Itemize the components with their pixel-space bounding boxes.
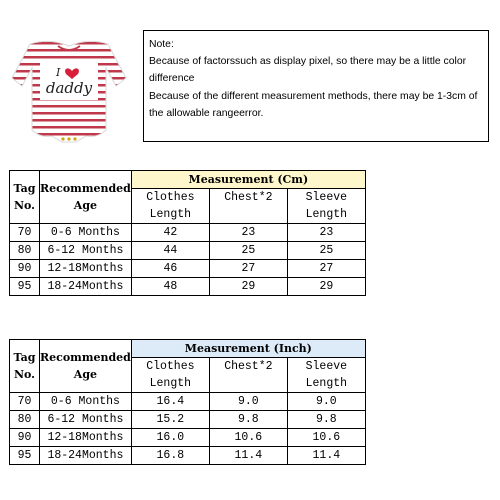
cell-tag: 80 [10,411,40,429]
cell-tag: 80 [10,242,40,260]
header-clothes-length: Clothes Length [131,358,209,393]
note-box [143,30,489,142]
cell-length: 16.4 [131,393,209,411]
cell-sleeve: 23 [287,224,365,242]
header-measurement-cm: Measurement (Cm) [131,171,365,189]
cell-sleeve: 9.0 [287,393,365,411]
table-row [10,224,366,242]
header-measurement-inch: Measurement (Inch) [131,340,365,358]
cell-sleeve: 27 [287,260,365,278]
header-sleeve-length: Sleeve Length [287,358,365,393]
cell-length: 44 [131,242,209,260]
cell-length: 16.8 [131,447,209,465]
cell-age: 12-18Months [40,429,132,447]
header-sleeve-length: Sleeve Length [287,189,365,224]
cell-sleeve: 10.6 [287,429,365,447]
cell-sleeve: 25 [287,242,365,260]
cell-sleeve: 29 [287,278,365,296]
note-measure-line: Because of the different measurement methods, there may be 1-3cm of the allowable rangeerror. [149,90,478,119]
header-chest: Chest*2 [209,189,287,224]
table-row [10,260,366,278]
cell-chest: 9.0 [209,393,287,411]
cell-age: 0-6 Months [40,393,132,411]
cell-age: 18-24Months [40,278,132,296]
table-row [10,447,366,465]
header-chest: Chest*2 [209,358,287,393]
table-row [10,429,366,447]
header-tag: Tag No. [10,340,40,393]
cell-length: 16.0 [131,429,209,447]
cell-length: 42 [131,224,209,242]
cell-age: 6-12 Months [40,242,132,260]
cell-age: 12-18Months [40,260,132,278]
note-color-line: Because of factorssuch as display pixel, so there may be a little color difference [149,56,467,85]
cell-tag: 95 [10,278,40,296]
size-table-cm [9,170,366,296]
cell-sleeve: 9.8 [287,411,365,429]
cell-age: 6-12 Months [40,411,132,429]
cell-chest: 29 [209,278,287,296]
header-age: Recommended Age [40,340,132,393]
onesie-text: daddy [45,79,93,97]
cell-sleeve: 11.4 [287,447,365,465]
cell-chest: 11.4 [209,447,287,465]
table-row [10,411,366,429]
onesie-image [10,38,128,144]
header-age: Recommended Age [40,171,132,224]
size-table-inch [9,339,366,465]
table-row [10,278,366,296]
cell-chest: 23 [209,224,287,242]
cell-age: 18-24Months [40,447,132,465]
table-row [10,242,366,260]
cell-chest: 9.8 [209,411,287,429]
cell-chest: 25 [209,242,287,260]
onesie-i-letter: I [56,66,61,79]
cell-age: 0-6 Months [40,224,132,242]
cell-tag: 90 [10,260,40,278]
table-row [10,393,366,411]
cell-chest: 10.6 [209,429,287,447]
cell-tag: 70 [10,393,40,411]
cell-length: 46 [131,260,209,278]
cell-tag: 90 [10,429,40,447]
header-clothes-length: Clothes Length [131,189,209,224]
cell-tag: 95 [10,447,40,465]
cell-length: 15.2 [131,411,209,429]
header-tag: Tag No. [10,171,40,224]
cell-tag: 70 [10,224,40,242]
note-title: Note: [149,39,174,50]
cell-chest: 27 [209,260,287,278]
cell-length: 48 [131,278,209,296]
